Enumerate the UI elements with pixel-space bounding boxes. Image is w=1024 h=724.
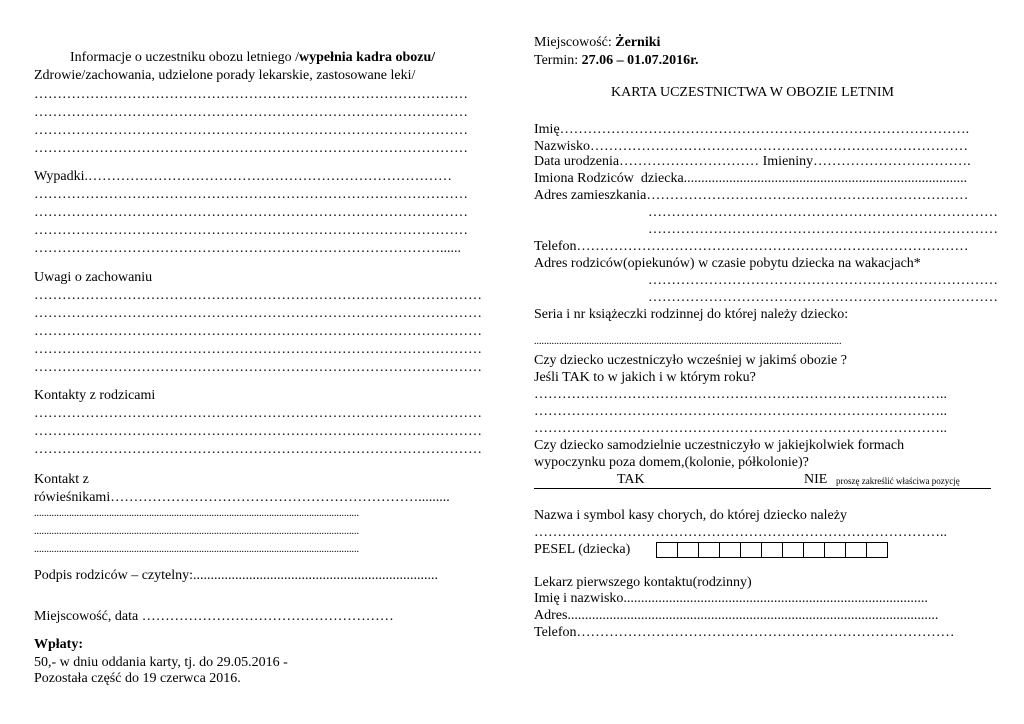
birth-date-nameday-field[interactable]: Data urodzenia………………………… Imieniny……………………………. (534, 154, 971, 169)
previous-camp-followup: Jeśli TAK to w jakich i w którym roku? (534, 370, 756, 385)
peers-line[interactable]: .................................................................................................................................. (34, 526, 359, 537)
health-line[interactable]: ………………………………………………………………………………… (34, 105, 468, 120)
term-value: 27.06 – 01.07.2016r. (581, 53, 699, 68)
health-label: Zdrowie/zachowania, udzielone porady lekarskie, zastosowane leki/ (34, 68, 416, 83)
peers-line[interactable]: .................................................................................................................................. (34, 544, 359, 555)
place-label: Miejscowość: (534, 35, 616, 50)
pesel-digit-box[interactable] (761, 542, 783, 558)
parents-contact-line[interactable]: …………………………………………………………………………………… (34, 406, 482, 421)
family-book-label: Seria i nr książeczki rodzinnej do której należy dziecko: (534, 307, 849, 322)
term-label: Termin: (534, 53, 582, 68)
previous-camp-line[interactable]: …………………………………………………………………………….. (534, 421, 947, 436)
accidents-line[interactable]: ……………………………………………………………………………...... (34, 241, 461, 256)
pesel-digit-box[interactable] (740, 542, 762, 558)
peers-line[interactable]: .................................................................................................................................. (34, 508, 359, 519)
home-address-line[interactable]: ………………………………………………………………… (648, 222, 998, 237)
accidents-field[interactable]: Wypadki.…………………………………………………………………… (34, 169, 452, 184)
pesel-digit-box[interactable] (656, 542, 678, 558)
parents-signature-field[interactable]: Podpis rodziców – czytelny:...................................................................... (34, 568, 439, 583)
place-value: Żerniki (615, 35, 661, 50)
place-date-field[interactable]: Miejscowość, data ……………………………………………… (34, 609, 394, 624)
pesel-label: PESEL (dziecka) (534, 542, 631, 557)
accidents-line[interactable]: ………………………………………………………………………………… (34, 187, 468, 202)
parents-holiday-address-line[interactable]: ………………………………………………………………… (648, 290, 998, 305)
camp-info-title (70, 49, 435, 66)
health-line[interactable]: ………………………………………………………………………………… (34, 87, 468, 102)
place (534, 34, 660, 51)
pesel-digit-box[interactable] (698, 542, 720, 558)
previous-camp-question: Czy dziecko uczestniczyło wcześniej w jakimś obozie ? (534, 353, 847, 368)
behavior-line[interactable]: …………………………………………………………………………………… (34, 306, 482, 321)
doctor-name-field[interactable]: Imię i nazwisko....................................................................................... (534, 591, 928, 606)
insurance-field[interactable]: …………………………………………………………………………….. (534, 525, 947, 540)
option-no[interactable]: NIE (804, 472, 828, 487)
pesel-digit-box[interactable] (719, 542, 741, 558)
doctor-phone-field[interactable]: Telefon……………………………………………………………………… (534, 625, 955, 640)
pesel-digit-box[interactable] (845, 542, 867, 558)
insurance-label: Nazwa i symbol kasy chorych, do której dziecko należy (534, 508, 847, 523)
behavior-line[interactable]: …………………………………………………………………………………… (34, 360, 482, 375)
behavior-label: Uwagi o zachowaniu (34, 270, 153, 285)
parents-contact-label: Kontakty z rodzicami (34, 388, 156, 403)
peers-contact-label: Kontakt z (34, 472, 89, 487)
behavior-line[interactable]: …………………………………………………………………………………… (34, 288, 482, 303)
form-title: KARTA UCZESTNICTWA W OBOZIE LETNIM (611, 85, 894, 100)
behavior-line[interactable]: …………………………………………………………………………………… (34, 324, 482, 339)
pesel-digit-box[interactable] (677, 542, 699, 558)
last-name-field[interactable]: Nazwisko……………………………………………………………………… (534, 139, 968, 154)
pesel-digit-box[interactable] (803, 542, 825, 558)
parents-holiday-address-label: Adres rodziców(opiekunów) w czasie pobytu dziecka na wakacjach* (534, 256, 921, 271)
home-address-line[interactable]: ………………………………………………………………… (648, 205, 998, 220)
section-divider (534, 488, 991, 489)
phone-field[interactable]: Telefon………………………………………………………………………… (534, 239, 969, 254)
payments-remainder: Pozostała część do 19 czerwca 2016. (34, 671, 241, 686)
term (534, 52, 699, 69)
option-yes[interactable]: TAK (617, 472, 645, 487)
health-line[interactable]: ………………………………………………………………………………… (34, 123, 468, 138)
pesel-boxes[interactable] (656, 542, 887, 558)
strike-note: proszę zakreślić właściwa pozycję (836, 476, 960, 486)
payments-deposit: 50,- w dniu oddania karty, tj. do 29.05.2016 - (34, 655, 288, 670)
payments-title: Wpłaty: (34, 637, 83, 652)
first-name-field[interactable]: Imię……………………………………………………………………………. (534, 122, 970, 137)
pesel-digit-box[interactable] (866, 542, 888, 558)
home-address-field[interactable]: Adres zamieszkania…………………………………………………………… (534, 188, 969, 203)
pesel-digit-box[interactable] (824, 542, 846, 558)
independent-holiday-question: Czy dziecko samodzielnie uczestniczyło w jakiejkolwiek formach (534, 438, 905, 453)
previous-camp-line[interactable]: …………………………………………………………………………….. (534, 387, 947, 402)
doctor-address-field[interactable]: Adres.......................................................................................................... (534, 608, 939, 623)
pesel-digit-box[interactable] (782, 542, 804, 558)
parents-contact-line[interactable]: …………………………………………………………………………………… (34, 442, 482, 457)
parents-contact-line[interactable]: …………………………………………………………………………………… (34, 424, 482, 439)
peers-contact-field[interactable]: rówieśnikami…………………………………………………………......... (34, 490, 450, 505)
title-bold: wypełnia kadra obozu/ (298, 50, 436, 65)
accidents-line[interactable]: ………………………………………………………………………………… (34, 223, 468, 238)
parents-holiday-address-line[interactable]: ………………………………………………………………… (648, 273, 998, 288)
family-book-field[interactable]: ........................................................................................................................... (534, 336, 842, 347)
parents-names-field[interactable]: Imiona Rodziców dziecka................................................................................. (534, 171, 968, 186)
health-line[interactable]: ………………………………………………………………………………… (34, 141, 468, 156)
behavior-line[interactable]: …………………………………………………………………………………… (34, 342, 482, 357)
doctor-label: Lekarz pierwszego kontaktu(rodzinny) (534, 575, 752, 590)
accidents-line[interactable]: ………………………………………………………………………………… (34, 205, 468, 220)
independent-holiday-question-cont: wypoczynku poza domem,(kolonie, półkolonie)? (534, 455, 809, 470)
title-plain: Informacje o uczestniku obozu letniego / (70, 50, 299, 65)
previous-camp-line[interactable]: …………………………………………………………………………….. (534, 404, 947, 419)
